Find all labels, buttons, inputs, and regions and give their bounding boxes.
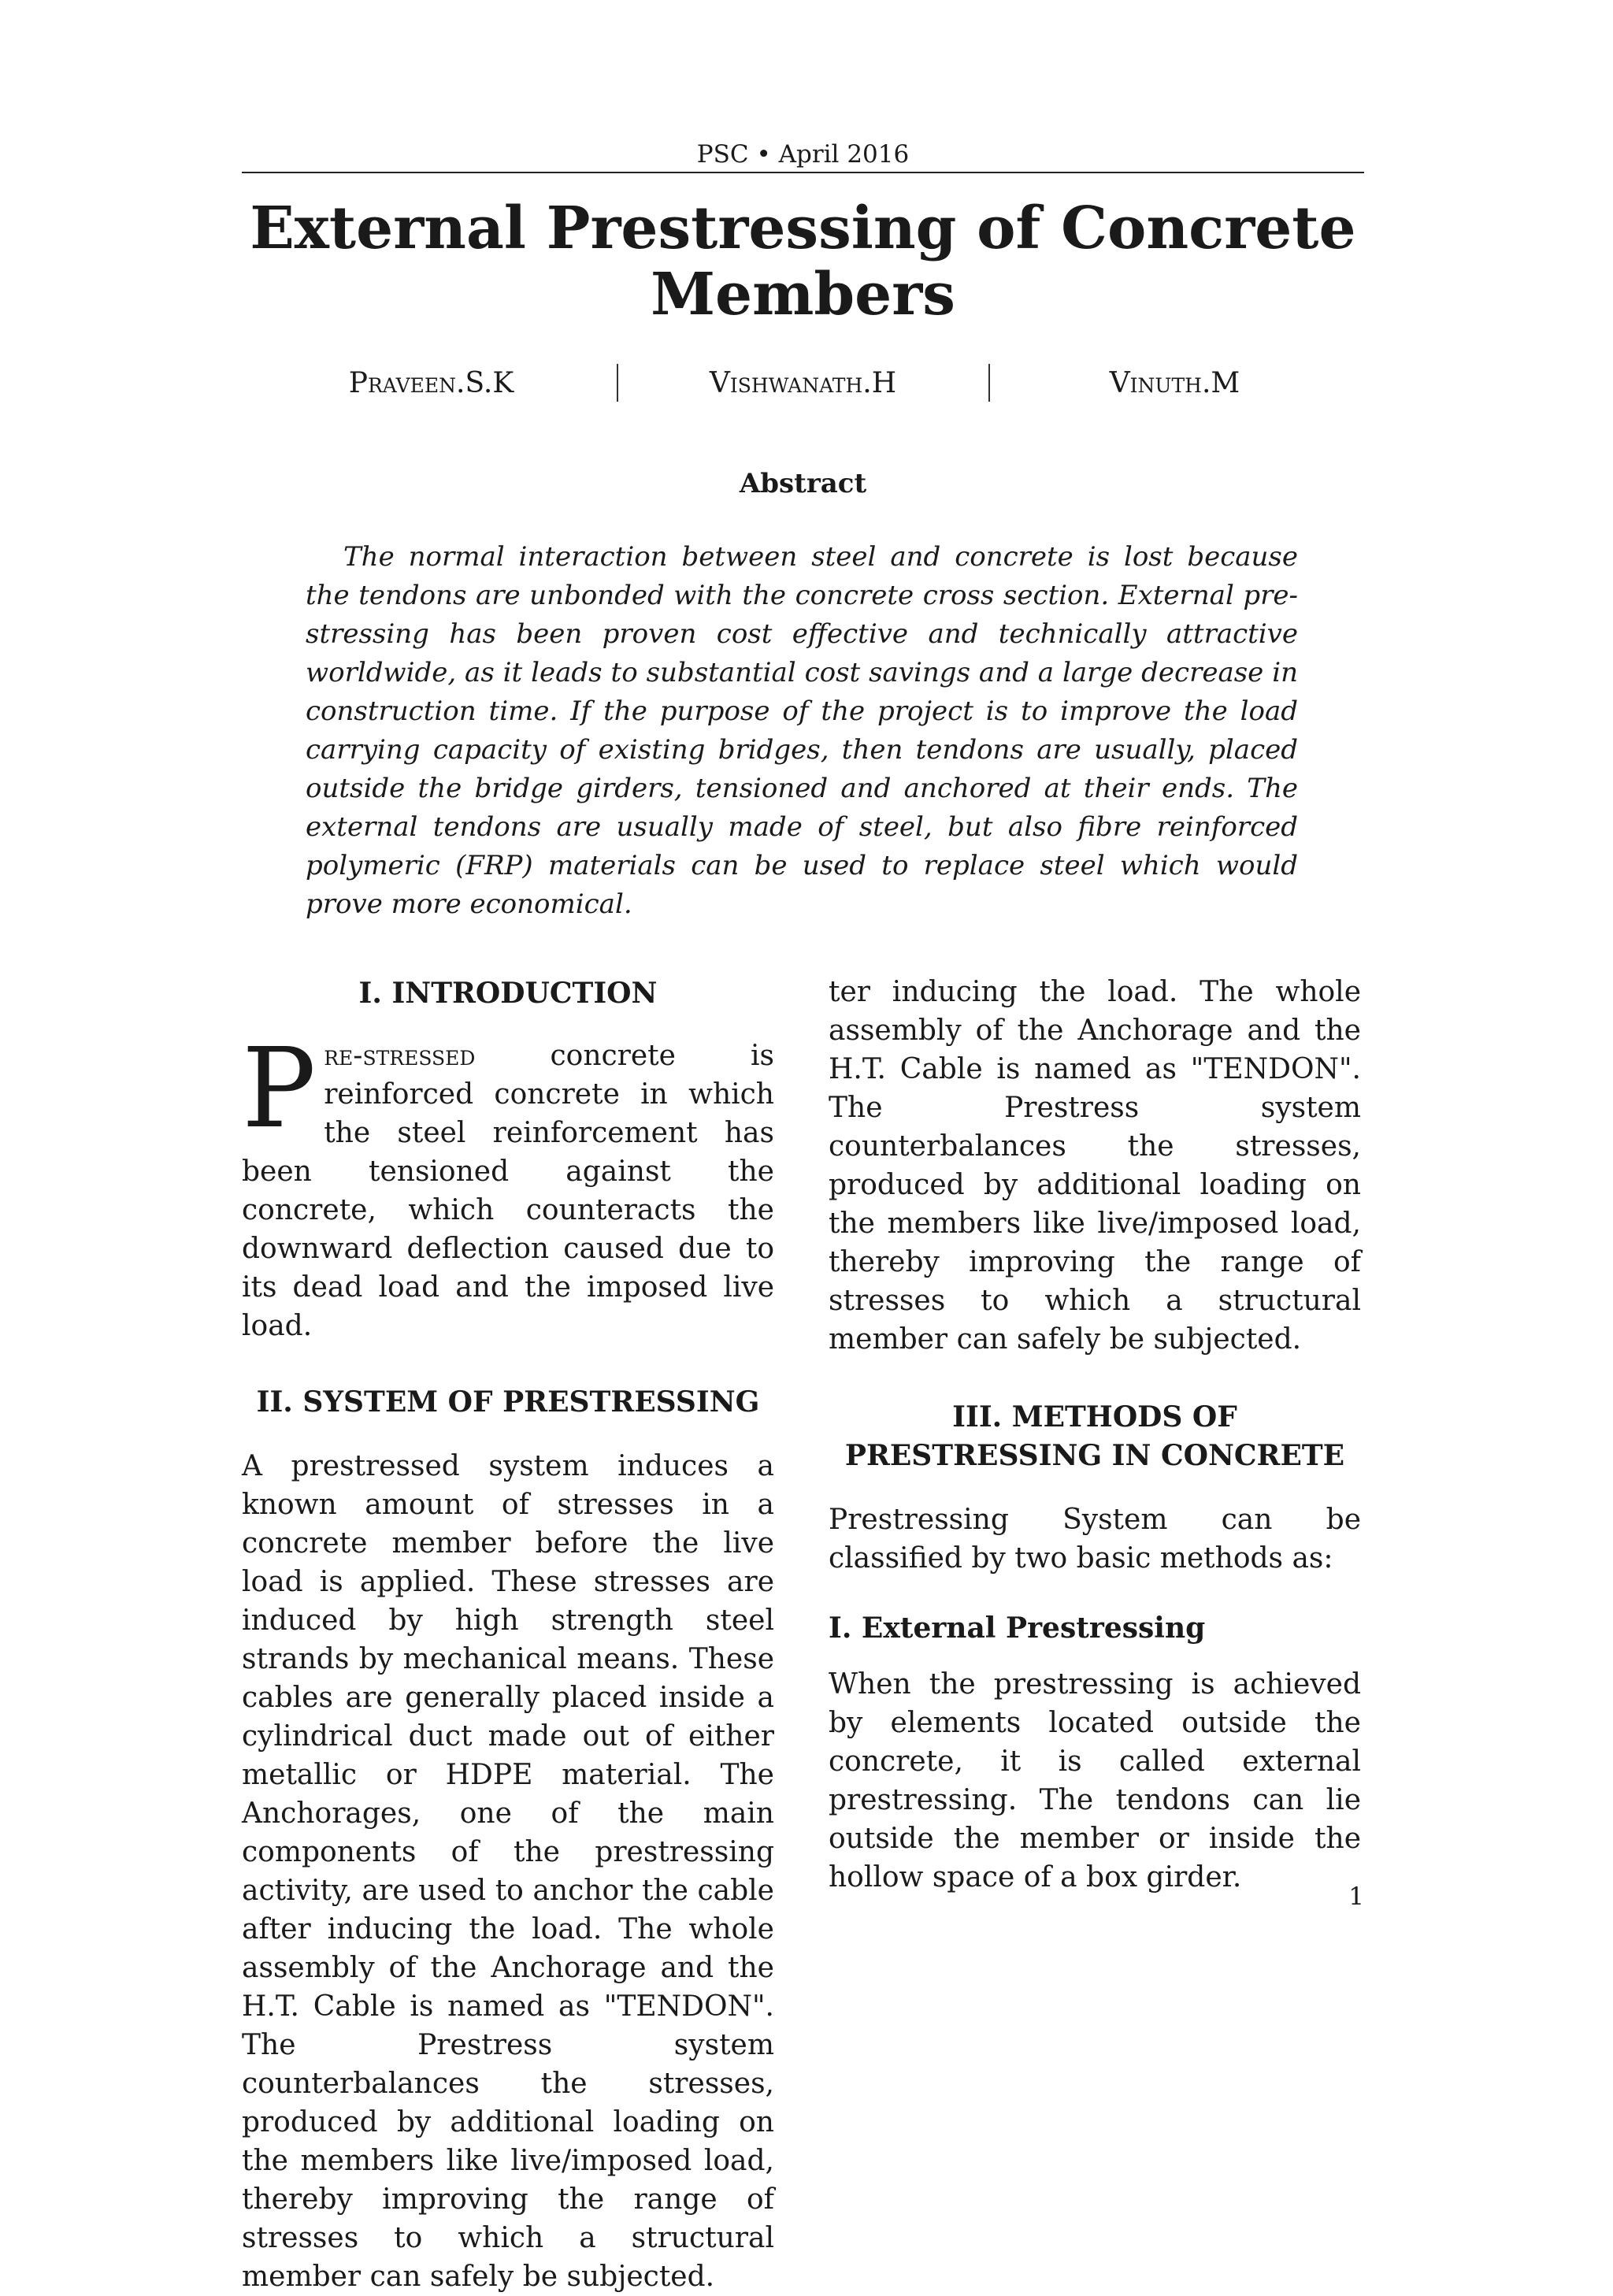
header-rule bbox=[242, 172, 1364, 173]
external-paragraph: When the prestressing is achieved by elements located outside the concrete, it is called external prestressing. The tendons can lie outside the member or inside the hollow space of a box girder. bbox=[829, 1668, 1361, 1894]
introduction-body: concrete is reinforced concrete in which the steel reinforcement has been tensioned against the concrete, which counteracts the downward deflection caused due to its dead load and the imposed live load. bbox=[242, 1040, 774, 1342]
abstract-heading: Abstract bbox=[739, 468, 867, 499]
drop-cap: P bbox=[242, 1025, 317, 1153]
author-list bbox=[242, 364, 1364, 402]
abstract-text: The normal interaction between steel and concrete is lost because the tendons are unbonded with the concrete cross section. External pre-stressing has been proven cost effective and technically attractive worldwide, as it leads to substantial cost savings and a large decrease in construction time. If the purpose of the project is to improve the load carrying capacity of existing bridges, then tendons are usually, placed outside the bridge girders, tensioned and anchored at their ends. The external tendons are usually made of steel, but also fibre reinforced polymeric (FRP) materials can be used to replace steel which would prove more economical. bbox=[306, 541, 1298, 920]
right-column bbox=[829, 973, 1361, 1897]
left-column bbox=[242, 973, 774, 2293]
methods-paragraph: Prestressing System can be classified by two basic methods as: bbox=[829, 1504, 1361, 1575]
paper-title: External Prestressing of Concrete Members bbox=[250, 195, 1356, 328]
subsection-heading-external: I. External Prestressing bbox=[829, 1612, 1206, 1645]
section-heading-system: II. SYSTEM OF PRESTRESSING bbox=[256, 1385, 760, 1419]
section-heading-methods: III. METHODS OF PRESTRESSING IN CONCRETE bbox=[844, 1400, 1345, 1472]
system-paragraph: A prestressed system induces a known amount of stresses in a concrete member before the live load is applied. These stresses are induced by high strength steel strands by mechanical means. These cables are generally placed inside a cylindrical duct made out of either metallic or HDPE material. The Anchorages, one of the main components of the prestressing activity, are used to anchor the cable after inducing the load. The whole assembly of the Anchorage and the H.T. Cable is named as "TENDON". The Prestress system counterbalances the stresses, produced by additional loading on the members like live/imposed load, thereby improving the range of stresses to which a structural member can safely be subjected. bbox=[242, 1450, 774, 2293]
introduction-paragraph bbox=[242, 1025, 774, 1345]
author-name: Praveen.S.K bbox=[348, 366, 514, 399]
section-heading-introduction: I. INTRODUCTION bbox=[358, 977, 658, 1010]
author-name: Vishwanath.H bbox=[709, 366, 897, 399]
running-head: PSC • April 2016 bbox=[696, 140, 910, 169]
author-name: Vinuth.M bbox=[1109, 366, 1240, 399]
page-number: 1 bbox=[1348, 1882, 1364, 1911]
system-paragraph-continued: ter inducing the load. The whole assembly of the Anchorage and the H.T. Cable is named as "TENDON". The Prestress system counterbalances the stresses, produced by additional loading on the members like live/imposed load, thereby improving the range of stresses to which a structural member can safely be subjected. bbox=[829, 976, 1361, 1356]
lead-word: re-stressed bbox=[324, 1040, 476, 1072]
